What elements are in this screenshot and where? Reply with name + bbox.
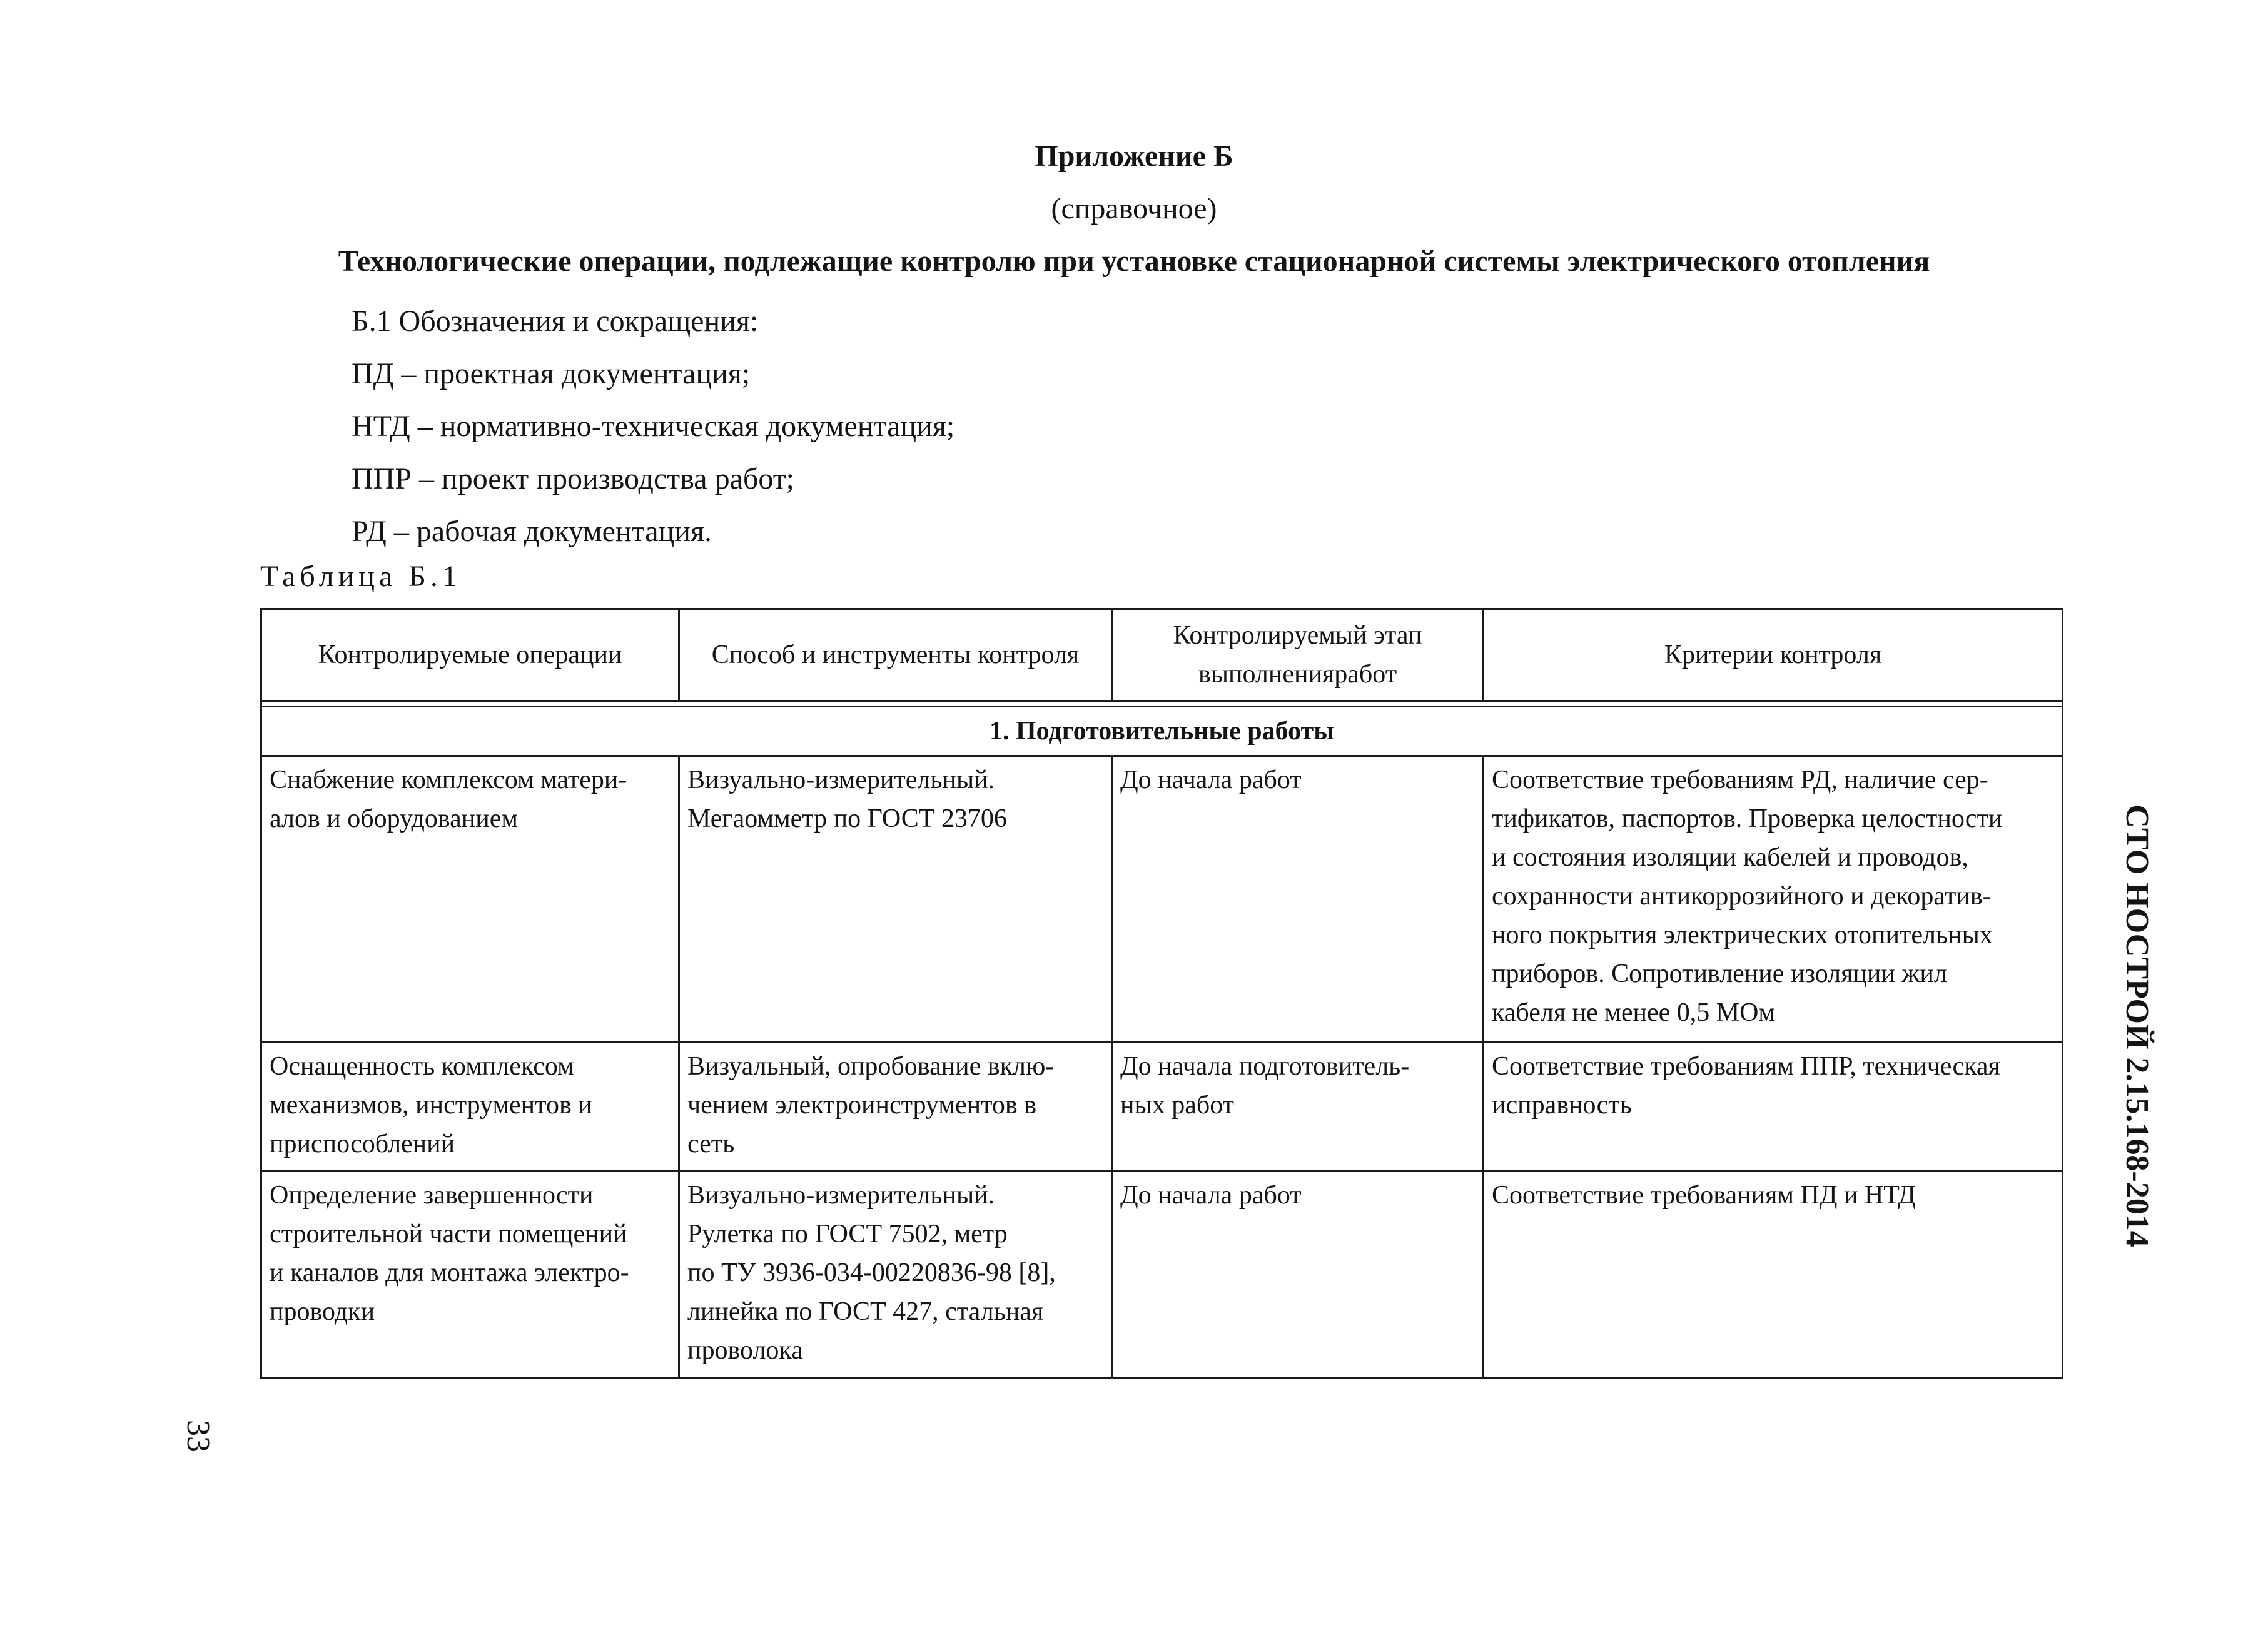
cell-stage: До начала работ	[1112, 1172, 1484, 1378]
cell-stage: До начала подготовитель- ных работ	[1112, 1043, 1484, 1172]
cell-operation: Определение завершенности строительной части помещений и каналов для монтажа электро- проводки	[261, 1172, 679, 1378]
cell-stage: До начала работ	[1112, 756, 1484, 1043]
table-header-row	[261, 609, 2063, 701]
page-number: 33	[180, 1420, 216, 1452]
abbreviation-item: ПД – проектная документация;	[352, 357, 751, 390]
header-separator	[261, 701, 2063, 707]
header-operations: Контролируемые операции	[261, 609, 679, 701]
appendix-title: Приложение Б	[1035, 139, 1233, 173]
abbreviation-item: РД – рабочая документация.	[352, 515, 712, 548]
appendix-subtitle: (справочное)	[1051, 192, 1217, 225]
cell-method: Визуальный, опробование вклю- чением электроинструментов в сеть	[679, 1043, 1112, 1172]
header-stage: Контролируемый этап выполненияработ	[1112, 609, 1484, 701]
cell-criteria: Соответствие требованиям РД, наличие сер- тификатов, паспортов. Проверка целостности и состояния изоляции кабелей и проводов, сохранности антикоррозийного и декоратив- ного покрытия электрических отопительных приборов. Сопротивление изоляции жил кабеля не менее 0,5 МОм	[1484, 756, 2063, 1043]
cell-criteria: Соответствие требованиям ППР, техническая исправность	[1484, 1043, 2063, 1172]
cell-operation: Оснащенность комплексом механизмов, инструментов и приспособлений	[261, 1043, 679, 1172]
table-row	[261, 1043, 2063, 1172]
cell-method: Визуально-измерительный. Рулетка по ГОСТ 7502, метр по ТУ 3936-034-00220836-98 [8], линейка по ГОСТ 427, стальная проволока	[679, 1172, 1112, 1378]
cell-method: Визуально-измерительный. Мегаомметр по ГОСТ 23706	[679, 756, 1112, 1043]
table-caption: Таблица Б.1	[260, 560, 462, 593]
cell-criteria: Соответствие требованиям ПД и НТД	[1484, 1172, 2063, 1378]
document-code: СТО НОСТРОЙ 2.15.168-2014	[2119, 804, 2155, 1247]
cell-operation: Снабжение комплексом матери- алов и оборудованием	[261, 756, 679, 1043]
section-row	[261, 707, 2063, 756]
abbreviations-list	[352, 295, 954, 558]
abbreviation-item: ППР – проект производства работ;	[352, 462, 794, 495]
header-criteria: Критерии контроля	[1484, 609, 2063, 701]
appendix-heading: Технологические операции, подлежащие контролю при установке стационарной системы электрического отопления	[338, 245, 1930, 278]
section-title: 1. Подготовительные работы	[261, 707, 2063, 756]
control-table	[260, 608, 2063, 1379]
table-row	[261, 1172, 2063, 1378]
abbreviations-intro: Б.1 Обозначения и сокращения:	[352, 305, 759, 338]
abbreviation-item: НТД – нормативно-техническая документация;	[352, 410, 955, 443]
header-method: Способ и инструменты контроля	[679, 609, 1112, 701]
table-row	[261, 756, 2063, 1043]
